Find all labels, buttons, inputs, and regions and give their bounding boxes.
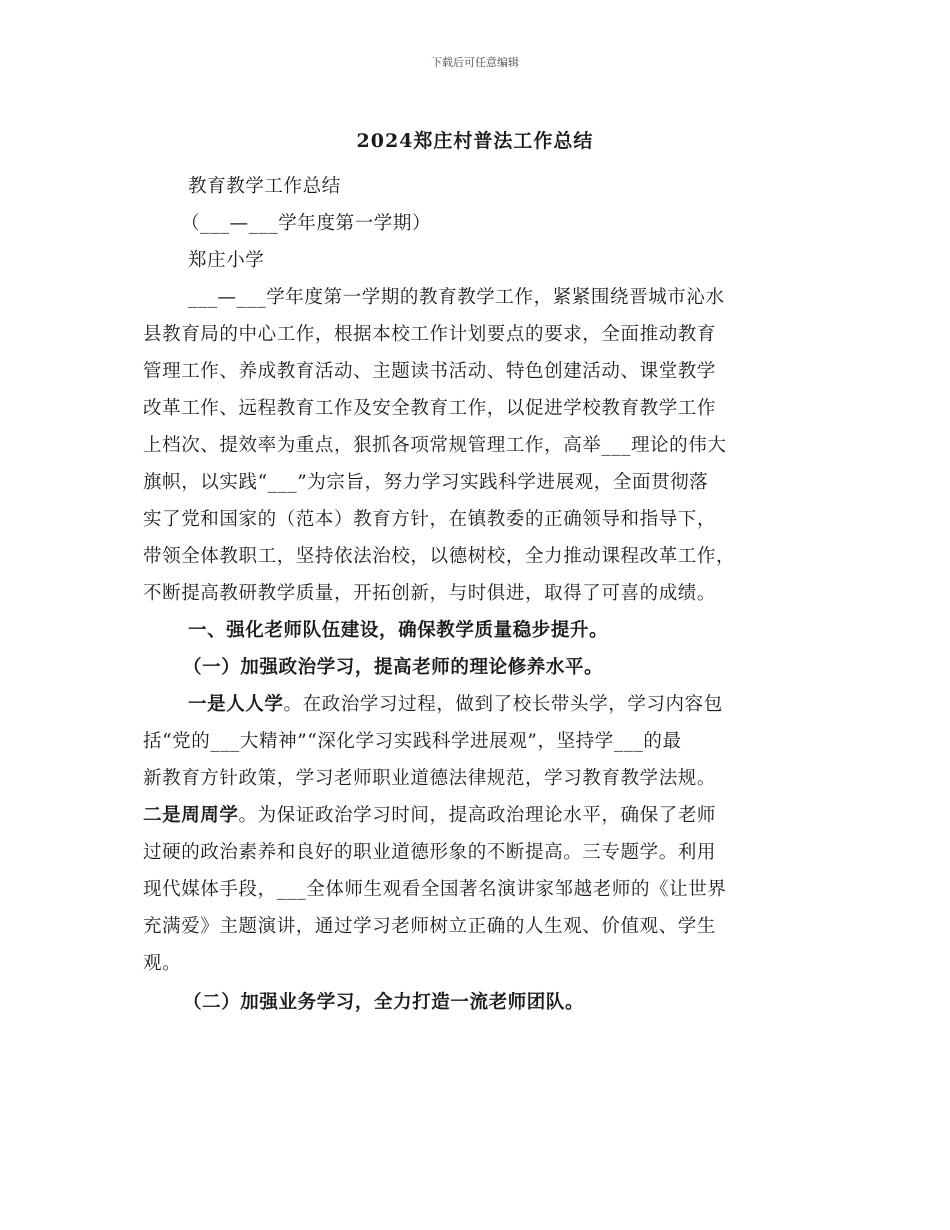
paragraph-line: 充满爱》主题演讲，通过学习老师树立正确的人生观、价值观、学生 xyxy=(143,916,717,937)
header-note: 下载后可任意编辑 xyxy=(431,56,519,69)
subtitle: 教育教学工作总结 xyxy=(188,176,341,197)
paragraph-line: 括“党的___大精神”“深化学习实践科学进展观”，坚持学___的最 xyxy=(143,731,682,752)
section-heading-1: 一、强化老师队伍建设，确保教学质量稳步提升。 xyxy=(188,620,609,641)
document-body xyxy=(143,168,808,1021)
paragraph-line: 不断提高教研教学质量，开拓创新，与时俱进，取得了可喜的成绩。 xyxy=(143,583,717,604)
paragraph-line: 上档次、提效率为重点，狠抓各项常规管理工作，高举___理论的伟大 xyxy=(143,435,727,456)
line-text: 。为保证政治学习时间，提高政治理论水平，确保了老师 xyxy=(238,805,717,826)
paragraph-study-everyone xyxy=(143,686,808,797)
paragraph-line: 新教育方针政策，学习老师职业道德法律规范，学习教育教学法规。 xyxy=(143,768,717,789)
paragraph-study-weekly xyxy=(143,797,808,982)
subsection-heading-2: （二）加强业务学习，全力打造一流老师团队。 xyxy=(183,992,585,1013)
term-line: （___—___学年度第一学期） xyxy=(181,213,432,234)
line-text: 。在政治学习过程，做到了校长带头学，学习内容包 xyxy=(283,694,723,715)
paragraph-line: 带领全体教职工，坚持依法治校，以德树校，全力推动课程改革工作， xyxy=(143,546,736,567)
lead-phrase: 一是人人学 xyxy=(188,694,284,715)
paragraph-line: 过硬的政治素养和良好的职业道德形象的不断提高。三专题学。利用 xyxy=(143,842,717,863)
paragraph-line: 改革工作、远程教育工作及安全教育工作，以促进学校教育教学工作 xyxy=(143,398,717,419)
paragraph-line xyxy=(143,686,808,723)
lead-phrase: 二是周周学 xyxy=(143,805,239,826)
subsection-heading-1: （一）加强政治学习，提高老师的理论修养水平。 xyxy=(183,657,604,678)
paragraph-line: 实了党和国家的（范本）教育方针，在镇教委的正确领导和指导下， xyxy=(143,509,717,530)
paragraph-line: 管理工作、养成教育活动、主题读书活动、特色创建活动、课堂教学 xyxy=(143,361,717,382)
paragraph-line: ___—___学年度第一学期的教育教学工作，紧紧围绕晋城市沁水 xyxy=(188,287,725,308)
paragraph-intro xyxy=(143,279,808,612)
paragraph-line: 现代媒体手段，___全体师生观看全国著名演讲家邹越老师的《让世界 xyxy=(143,879,727,900)
school-name: 郑庄小学 xyxy=(188,250,265,271)
paragraph-line: 观。 xyxy=(143,953,182,974)
paragraph-line: 旗帜，以实践“___”为宗旨，努力学习实践科学进展观，全面贯彻落 xyxy=(143,472,709,493)
paragraph-line: 县教育局的中心工作，根据本校工作计划要点的要求，全面推动教育 xyxy=(143,324,717,345)
document-title: 2024郑庄村普法工作总结 xyxy=(356,130,594,152)
paragraph-line xyxy=(143,797,808,834)
